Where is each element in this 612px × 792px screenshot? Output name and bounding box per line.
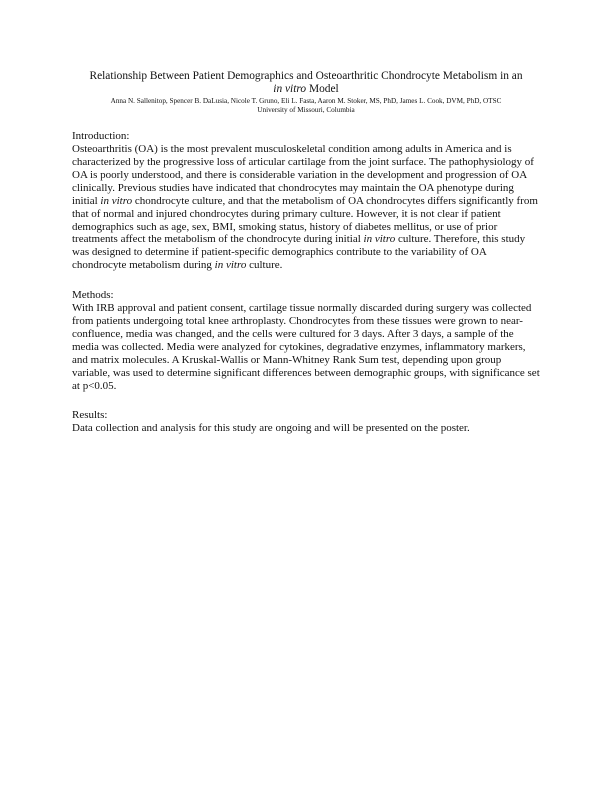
document-page	[72, 70, 540, 435]
results-text: Data collection and analysis for this study are ongoing and will be presented on the poster.	[72, 422, 470, 435]
results-heading: Results:	[72, 409, 108, 422]
introduction-section	[72, 130, 540, 272]
title-italic-in-vitro: in vitro	[273, 83, 307, 95]
intro-italic-1: in vitro	[100, 194, 133, 207]
affiliation: University of Missouri, Columbia	[257, 105, 355, 114]
intro-text-part-1: Osteoarthritis (OA) is the most prevalent musculoskeletal condition among adults in America and is characterized by the progressive loss of articular cartilage from the joint surface. The pathophysiology of OA is poorly understood, and there is considerable variation in the development and progression of OA clinically. Previous studies have indicated that chondrocytes may maintain the OA phenotype during initial	[72, 143, 534, 207]
introduction-heading: Introduction:	[72, 130, 130, 143]
intro-italic-2: in vitro	[363, 233, 396, 246]
title-line-2: Model	[306, 83, 339, 95]
author-list: Anna N. Sallenitop, Spencer B. DaLusia, Nicole T. Gruno, Eli L. Fasta, Aaron M. Stoker, MS, PhD, James L. Cook, DVM, PhD, OTSC	[110, 97, 502, 105]
results-section	[72, 409, 540, 435]
intro-text-part-3: culture. Therefore, this study was designed to determine if patient-specific demographics contribute to the variability of OA chondrocyte metabolism during	[72, 233, 526, 272]
title-line-1: Relationship Between Patient Demographics and Osteoarthritic Chondrocyte Metabolism in an	[89, 70, 523, 82]
methods-text: With IRB approval and patient consent, cartilage tissue normally discarded during surgery was collected from patients undergoing total knee arthroplasty. Chondrocytes from these tissues were grown to near-confluence, media was changed, and the cells were cultured for 3 days. After 3 days, a sample of the media was collected. Media were analyzed for cytokines, degradative enzymes, inflammatory markers, and matrix molecules. A Kruskal-Wallis or Mann-Whitney Rank Sum test, depending upon group variable, was used to determine significant differences between demographic groups, with significance set at p<0.05.	[72, 302, 540, 392]
paper-title	[72, 70, 540, 96]
intro-italic-3: in vitro	[214, 259, 247, 272]
author-block	[72, 97, 540, 114]
methods-section	[72, 289, 540, 392]
introduction-text	[72, 143, 540, 272]
methods-heading: Methods:	[72, 289, 114, 302]
intro-text-part-4: culture.	[246, 259, 283, 272]
intro-text-part-2: chondrocyte culture, and that the metabolism of OA chondrocytes differs significantly from that of normal and injured chondrocytes during primary culture. However, it is not clear if patient demographics such as age, sex, BMI, smoking status, history of diabetes mellitus, or use of prior treatments affect the metabolism of the chondrocyte during initial	[72, 194, 538, 246]
